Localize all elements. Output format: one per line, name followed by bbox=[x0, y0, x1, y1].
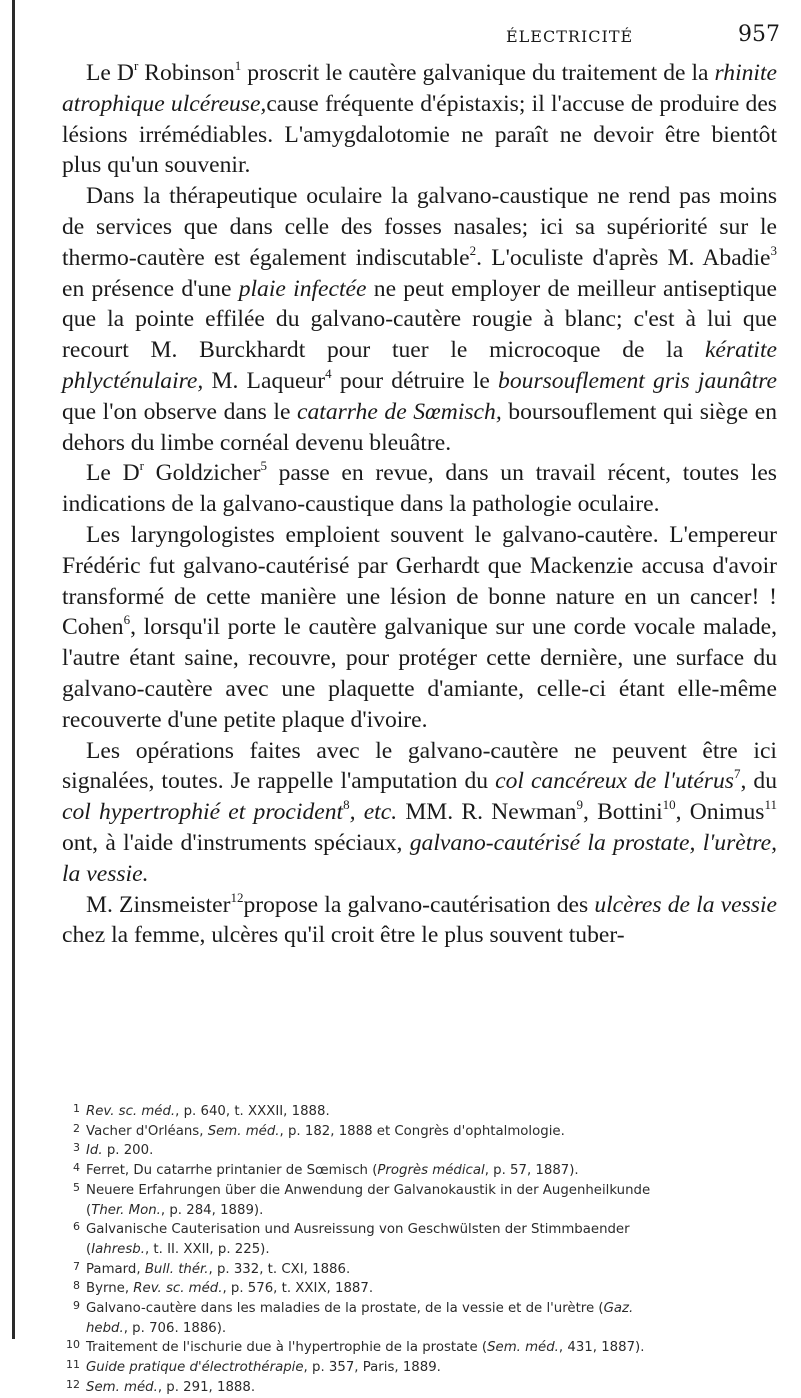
text-run: cause fréquente d'épistaxis; il l'accuse de produire des lésions irrémédiables. L'amygdalotomie ne paraît ne devoir être bientôt plus qu'un souvenir. bbox=[62, 90, 777, 179]
text-run: , lorsqu'il porte le cautère galvanique sur une corde vocale malade, l'autre étant saine, recouvre, pour protéger cette dernière, une surface du galvano-cautère avec une plaquette d'amiante, celle-ci étant elle-même recouverte d'une petite plaque d'ivoire. bbox=[62, 614, 777, 733]
footnote-number: 3 bbox=[73, 1141, 80, 1155]
footnote-number: 11 bbox=[66, 1358, 80, 1372]
footnote-number: 1 bbox=[73, 1102, 80, 1115]
running-head: ÉLECTRICITÉ bbox=[506, 27, 634, 46]
paragraph-zinsmeister bbox=[62, 890, 777, 952]
footnote-italic-text: Guide pratique d'électrothérapie bbox=[86, 1360, 304, 1376]
footnote-text: , t. II. XXII, p. 225). bbox=[144, 1241, 270, 1257]
footnote-italic-text: Sem. méd. bbox=[207, 1123, 280, 1139]
superscript: r bbox=[133, 58, 139, 73]
footnote-italic-text: Sem. méd. bbox=[86, 1379, 158, 1395]
text-run: Goldzicher bbox=[143, 460, 261, 487]
footnote bbox=[60, 1220, 780, 1240]
footnote-text: ( bbox=[86, 1202, 92, 1218]
text-run: . L'oculiste d'après M. Abadie bbox=[476, 244, 771, 271]
footnote-italic-text: Rev. sc. méd. bbox=[86, 1104, 176, 1119]
paragraph-robinson bbox=[62, 58, 777, 181]
footnote bbox=[60, 1279, 780, 1299]
text-run: , Bottini bbox=[582, 799, 663, 826]
footnote-italic-text: Sem. méd. bbox=[487, 1340, 559, 1356]
footnote bbox=[60, 1201, 780, 1221]
footnote bbox=[60, 1299, 780, 1319]
footnote-text: , p. 576, t. XXIX, 1887. bbox=[222, 1281, 374, 1297]
footnote bbox=[60, 1338, 780, 1358]
text-run: ne peut employer de meilleur antiseptique que la pointe effilée du galvano-cautère rougie à blanc; c'est à lui que recourt M. Burckhardt pour tuer le microcoque de la bbox=[62, 275, 777, 364]
text-run: en présence d'une bbox=[62, 275, 239, 302]
footnotes bbox=[60, 1102, 780, 1398]
italic-term: galvano-cautérisé la prostate, l'urètre, la vessie. bbox=[62, 829, 777, 887]
footnote bbox=[60, 1161, 780, 1181]
footnote-number: 5 bbox=[73, 1180, 80, 1194]
text-run: passe en revue, dans un travail récent, toutes les indications de la galvano-caustique dans la pathologie oculaire. bbox=[62, 460, 777, 518]
footnote-ref: 12 bbox=[230, 889, 244, 905]
footnote-ref: 6 bbox=[123, 612, 131, 628]
footnote-number: 8 bbox=[73, 1279, 80, 1293]
paragraph-ocular bbox=[62, 181, 777, 458]
footnote-ref: 8 bbox=[343, 797, 350, 813]
italic-term: plaie infectée bbox=[238, 275, 367, 302]
footnote bbox=[60, 1260, 780, 1280]
paragraph-goldzicher bbox=[62, 458, 777, 520]
footnote-number: 2 bbox=[73, 1121, 80, 1135]
footnote-text: , p. 640, t. XXXII, 1888. bbox=[175, 1104, 330, 1119]
footnote-ref: 2 bbox=[469, 242, 477, 258]
footnote-text: Galvano-cautère dans les maladies de la prostate, de la vessie et de l'urètre ( bbox=[86, 1301, 604, 1317]
text-run: MM. R. Newman bbox=[397, 799, 577, 826]
footnote bbox=[60, 1378, 780, 1398]
footnote-text: , p. 57, 1887). bbox=[484, 1163, 579, 1179]
footnote-text: Pamard, bbox=[86, 1261, 145, 1277]
main-text bbox=[62, 58, 777, 951]
footnote-text: Byrne, bbox=[86, 1281, 134, 1297]
footnote-italic-text: Gaz. bbox=[603, 1301, 634, 1317]
page-edge-rule bbox=[12, 0, 15, 1339]
footnote-text: , p. 284, 1889). bbox=[160, 1202, 264, 1218]
footnote bbox=[60, 1358, 780, 1378]
footnote-number: 6 bbox=[73, 1220, 80, 1234]
footnote-ref: 1 bbox=[234, 58, 242, 73]
footnote bbox=[60, 1181, 780, 1201]
footnote-italic-text: Rev. sc. méd. bbox=[133, 1281, 223, 1297]
text-run: pour détruire le bbox=[331, 367, 499, 394]
footnote-ref: 3 bbox=[770, 242, 778, 258]
text-run: Dans la thérapeutique oculaire la galvano-caustique ne rend pas moins de services que dans celle des fosses nasales; ici sa supériorité sur le thermo-cautère est également indiscutable bbox=[62, 183, 777, 271]
footnote-text: Neuere Erfahrungen über die Anwendung der Galvanokaustik in der Augenheilkunde bbox=[86, 1182, 651, 1198]
footnote-text: , p. 357, Paris, 1889. bbox=[303, 1360, 441, 1376]
text-run: M. Laqueur bbox=[203, 367, 326, 394]
text-run: M. Zinsmeister bbox=[86, 891, 231, 918]
footnote-ref: 5 bbox=[260, 458, 267, 474]
footnote-text: Galvanische Cauterisation und Ausreissung von Geschwülsten der Stimmbaender bbox=[86, 1222, 630, 1238]
paragraph-laryngologists bbox=[62, 520, 777, 736]
italic-term: ulcères de la vessie bbox=[594, 891, 777, 918]
footnote-text: , p. 706. 1886). bbox=[123, 1320, 227, 1336]
footnote-ref: 9 bbox=[576, 797, 583, 813]
footnote-number: 7 bbox=[73, 1259, 80, 1273]
paragraph-operations bbox=[62, 736, 777, 890]
text-run: Le D bbox=[86, 60, 134, 86]
italic-term: col cancéreux de l'utérus bbox=[495, 768, 734, 795]
text-run: Robinson bbox=[138, 60, 235, 86]
footnote-italic-text: hebd. bbox=[86, 1320, 124, 1336]
footnote-italic-text: Bull. thér. bbox=[144, 1261, 209, 1277]
footnote-text: ( bbox=[86, 1241, 92, 1257]
text-run: que l'on observe dans le bbox=[62, 398, 297, 425]
footnote-ref: 10 bbox=[662, 797, 676, 813]
footnote-italic-text: Iahresb. bbox=[91, 1241, 145, 1257]
italic-term: col hypertrophié et procident bbox=[62, 799, 344, 826]
page-header bbox=[0, 22, 801, 52]
footnote-ref: 11 bbox=[764, 797, 778, 813]
text-run: ont, à l'aide d'instruments spéciaux, bbox=[62, 829, 410, 856]
footnote-number: 9 bbox=[73, 1299, 80, 1313]
footnote-italic-text: Progrès médical bbox=[377, 1163, 485, 1179]
footnote-text: , p. 332, t. CXI, 1886. bbox=[208, 1261, 351, 1277]
italic-term: catarrhe de Sœmisch, bbox=[297, 398, 502, 425]
footnote-italic-text: Ther. Mon. bbox=[91, 1202, 161, 1218]
superscript: r bbox=[139, 458, 144, 474]
text-run: proscrit le cautère galvanique du traitement de la bbox=[241, 60, 715, 86]
footnote-text: , p. 182, 1888 et Congrès d'ophtalmologie. bbox=[279, 1123, 565, 1139]
footnote-text: , p. 291, 1888. bbox=[157, 1379, 256, 1395]
text-run: chez la femme, ulcères qu'il croit être le plus souvent tuber- bbox=[62, 922, 625, 949]
footnote-number: 12 bbox=[66, 1377, 80, 1391]
italic-term: rhinite atrophique ulcéreuse, bbox=[62, 60, 778, 117]
text-run: boursouflement qui siège en dehors du limbe cornéal devenu bleuâtre. bbox=[62, 398, 778, 456]
italic-term: , etc. bbox=[349, 799, 398, 826]
footnote-text: p. 200. bbox=[102, 1143, 154, 1159]
footnote bbox=[60, 1240, 780, 1260]
footnote-text: , 431, 1887). bbox=[558, 1340, 645, 1356]
footnote-ref: 7 bbox=[733, 766, 741, 782]
text-run: propose la galvano-cautérisation des bbox=[243, 891, 595, 918]
footnote-text: Traitement de l'ischurie due à l'hypertrophie de la prostate ( bbox=[86, 1340, 488, 1356]
text-run: Le D bbox=[86, 460, 140, 487]
text-run: , du bbox=[740, 768, 778, 795]
footnote bbox=[60, 1122, 780, 1142]
text-run: Les laryngologistes emploient souvent le galvano-cautère. L'empereur Frédéric fut galvano-cautérisé par Gerhardt que Mackenzie accusa d'avoir transformé de cette manière une lésion de bonne nature en un cancer! ! Cohen bbox=[62, 521, 777, 641]
text-run: Les opérations faites avec le galvano-cautère ne peuvent être ici signalées, toutes. Je rappelle l'amputation du bbox=[62, 737, 777, 795]
italic-term: kératite phlycténulaire, bbox=[62, 337, 777, 394]
footnote-text: Vacher d'Orléans, bbox=[86, 1123, 208, 1139]
page-number: 957 bbox=[738, 22, 780, 47]
italic-term: boursouflement gris jaunâtre bbox=[498, 367, 777, 394]
footnote-number: 4 bbox=[73, 1161, 80, 1175]
text-run: , Onimus bbox=[675, 799, 765, 826]
footnote-ref: 4 bbox=[325, 365, 332, 381]
footnote-text: Ferret, Du catarrhe printanier de Sœmisch ( bbox=[86, 1163, 378, 1179]
footnote-number: 10 bbox=[66, 1338, 80, 1352]
footnote-italic-text: Id. bbox=[86, 1143, 103, 1159]
footnote bbox=[60, 1102, 780, 1122]
footnote bbox=[60, 1141, 780, 1161]
footnote bbox=[60, 1319, 780, 1339]
